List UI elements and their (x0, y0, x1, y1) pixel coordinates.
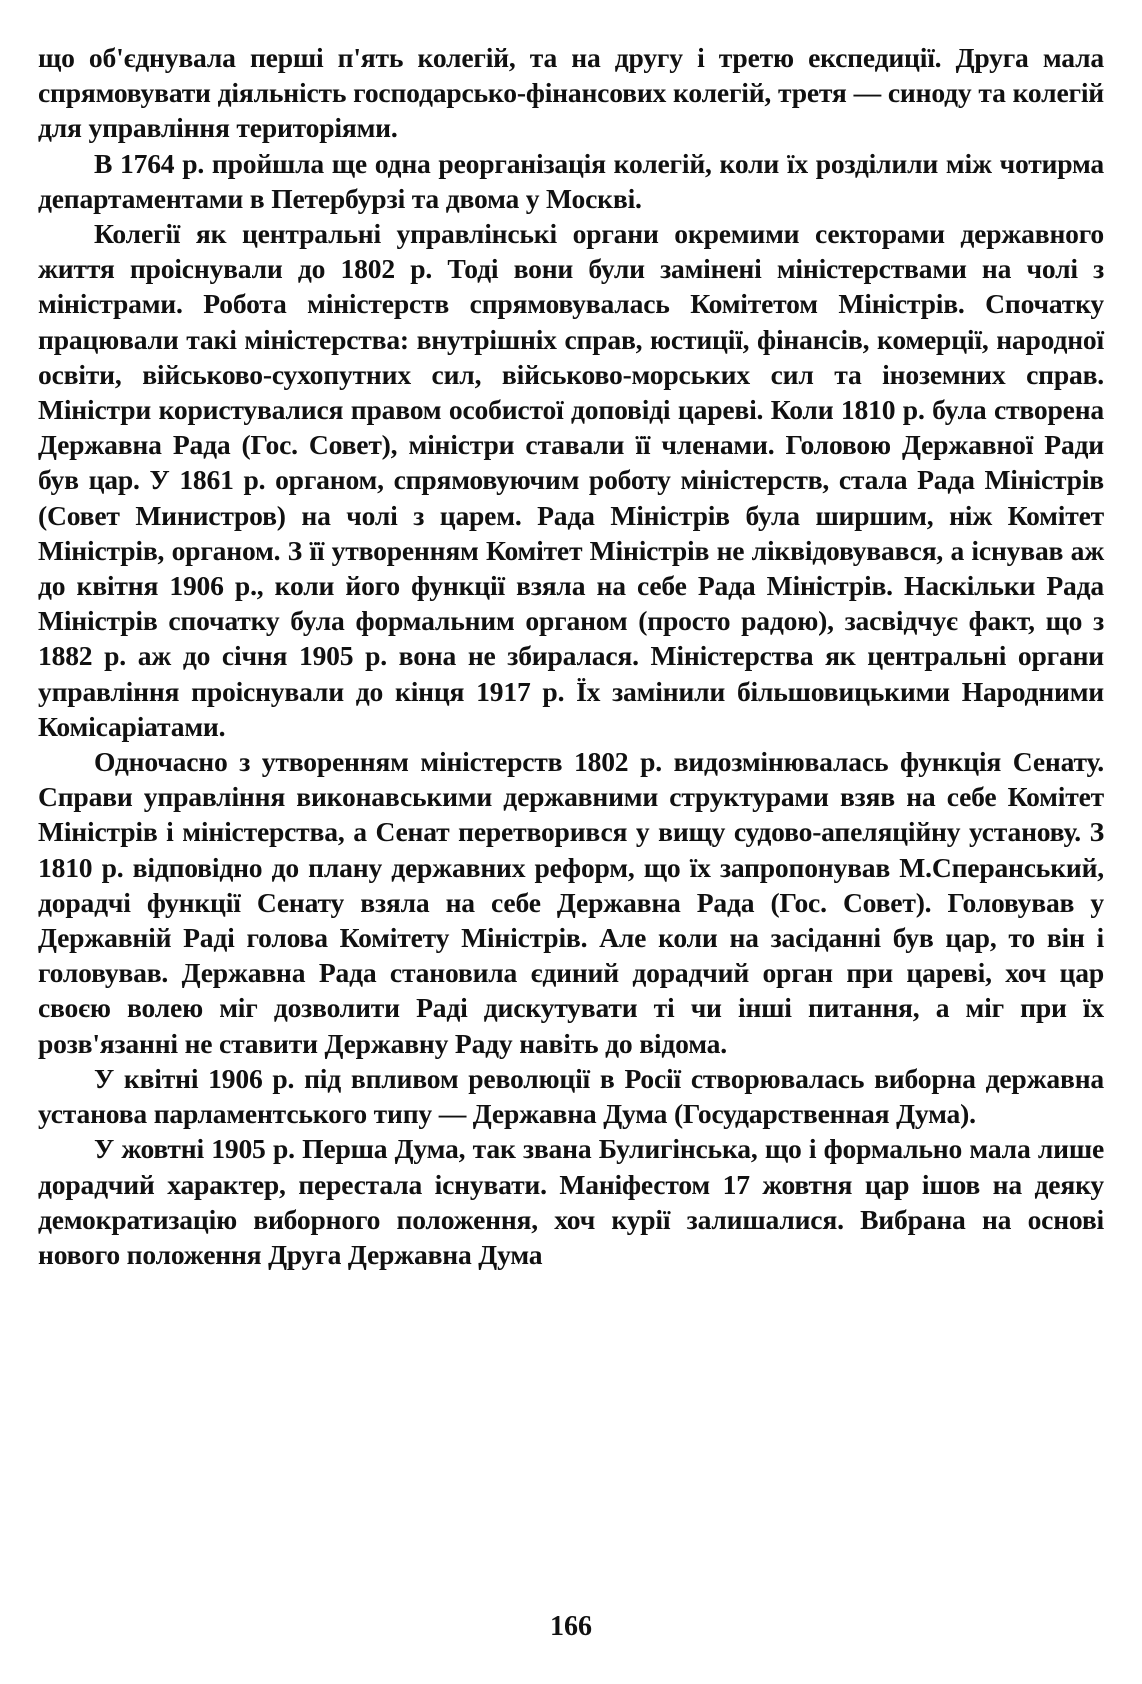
paragraph-6: У жовтні 1905 р. Перша Дума, так звана Булигінська, що і формально мала лише дорадчий характер, перестала існувати. Маніфестом 17 жовтня цар ішов на деяку демократизацію виборного положення, хоч курії залишалися. Вибрана на основі нового положення Друга Державна Дума (38, 1133, 1104, 1270)
paragraph-3: Колегії як центральні управлінські органи окремими секторами державного життя проіснували до 1802 р. Тоді вони були замінені міністерствами на чолі з міністрами. Робота міністерств спрямовувалась Комітетом Міністрів. Спочатку працювали такі міністерства: внутрішніх справ, юстиції, фінансів, комерції, народної освіти, військово-сухопутних сил, військово-морських сил та іноземних справ. Міністри користувалися правом особистої доповіді цареві. Коли 1810 р. була створена Державна Рада (Гос. Совет), міністри ставали її членами. Головою Державної Ради був цар. У 1861 р. органом, спрямовуючим роботу міністерств, стала Рада Міністрів (Совет Министров) на чолі з царем. Рада Міністрів була ширшим, ніж Комітет Міністрів, органом. З її утворенням Комітет Міністрів не ліквідовувався, а існував аж до квітня 1906 р., коли його функції взяла на себе Рада Міністрів. Наскільки Рада Міністрів спочатку була формальним органом (просто радою), засвідчує факт, що з 1882 р. аж до січня 1905 р. вона не збиралася. Міністерства як центральні органи управління проіснували до кінця 1917 р. Їх замінили більшовицькими Народними Комісаріатами. (38, 218, 1104, 742)
paragraph-1: що об'єднувала перші п'ять колегій, та на другу і третю експедиції. Друга мала спрямовувати діяльність господарсько-фінансових колегій, третя — синоду та колегій для управління територіями. (38, 42, 1104, 144)
paragraph-4: Одночасно з утворенням міністерств 1802 р. видозмінювалась функція Сенату. Справи управління виконавськими державними структурами взяв на себе Комітет Міністрів і міністерства, а Сенат перетворився у вищу судово-апеляційну установу. З 1810 р. відповідно до плану державних реформ, що їх запропонував М.Сперанський, дорадчі функції Сенату взяла на себе Державна Рада (Гос. Совет). Головував у Державній Раді голова Комітету Міністрів. Але коли на засіданні був цар, то він і головував. Державна Рада становила єдиний дорадчий орган при цареві, хоч цар своєю волею міг дозволити Раді дискутувати ті чи інші питання, а міг при їх розв'язанні не ставити Державну Раду навіть до відома. (38, 746, 1104, 1059)
page-body (38, 40, 1104, 1640)
paragraph-5: У квітні 1906 р. під впливом революції в Росії створювалась виборна державна установа парламентського типу — Державна Дума (Государственная Дума). (38, 1062, 1104, 1130)
page-number: 166 (550, 1611, 592, 1642)
paragraph-2: В 1764 р. пройшла ще одна реорганізація колегій, коли їх розділили між чотирма департаментами в Петербурзі та двома у Москві. (38, 147, 1104, 214)
